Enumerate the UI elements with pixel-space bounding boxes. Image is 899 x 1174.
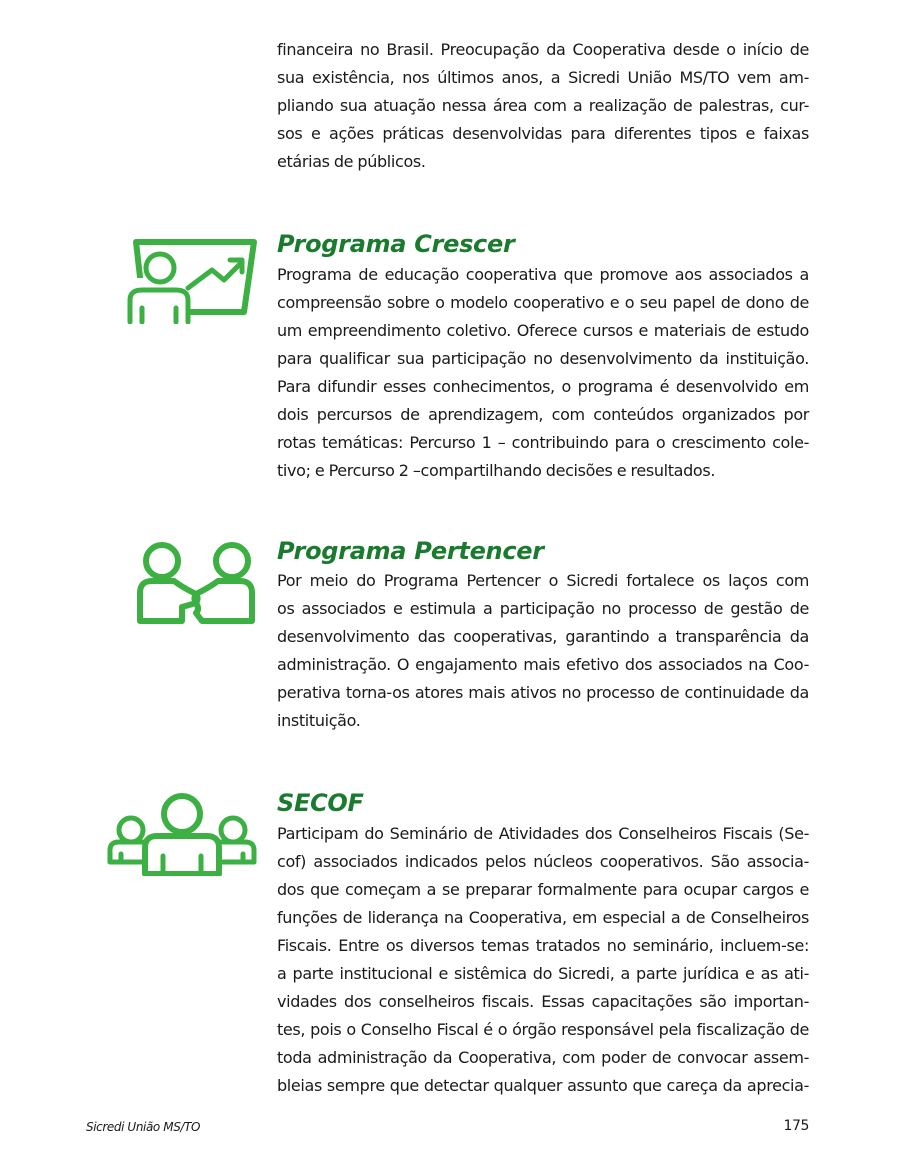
- presentation-chart-icon: [124, 238, 260, 328]
- page-number: 175: [783, 1118, 809, 1134]
- text-line: funções de liderança na Cooperativa, em especial a de Conselheiros: [277, 908, 809, 927]
- footer-publisher: Sicredi União MS/TO: [86, 1120, 201, 1134]
- text-line: perativa torna-os atores mais ativos no processo de continuidade da: [277, 683, 809, 702]
- text-line: Programa de educação cooperativa que promove aos associados a: [277, 265, 809, 284]
- text-line: pliando sua atuação nessa área com a realização de palestras, cur-: [277, 96, 809, 115]
- text-line: desenvolvimento das cooperativas, garantindo a transparência da: [277, 627, 809, 646]
- handshake-people-icon: [136, 541, 256, 629]
- text-line: dois percursos de aprendizagem, com conteúdos organizados por: [277, 405, 809, 424]
- text-line: Participam do Seminário de Atividades dos Conselheiros Fiscais (Se-: [277, 824, 809, 843]
- text-line: vidades dos conselheiros fiscais. Essas capacitações são importan-: [277, 992, 809, 1011]
- section-body: [277, 820, 809, 1100]
- text-line: os associados e estimula a participação no processo de gestão de: [277, 599, 809, 618]
- text-line: tes, pois o Conselho Fiscal é o órgão responsável pela fiscalização de: [277, 1020, 809, 1039]
- section-title: Programa Crescer: [277, 230, 515, 258]
- section-title: SECOF: [277, 789, 364, 817]
- text-line: a parte institucional e sistêmica do Sicredi, a parte jurídica e as ati-: [277, 964, 809, 983]
- text-line: para qualificar sua participação no desenvolvimento da instituição.: [277, 349, 809, 368]
- text-line: financeira no Brasil. Preocupação da Cooperativa desde o início de: [277, 40, 809, 59]
- section-body: [277, 567, 809, 735]
- text-line: Para difundir esses conhecimentos, o programa é desenvolvido em: [277, 377, 809, 396]
- text-line: toda administração da Cooperativa, com poder de convocar assem-: [277, 1048, 809, 1067]
- text-line: dos que começam a se preparar formalmente para ocupar cargos e: [277, 880, 809, 899]
- text-line: um empreendimento coletivo. Oferece cursos e materiais de estudo: [277, 321, 809, 340]
- text-line: Fiscais. Entre os diversos temas tratados no seminário, incluem-se:: [277, 936, 809, 955]
- text-line: instituição.: [277, 711, 361, 730]
- text-line: rotas temáticas: Percurso 1 – contribuindo para o crescimento cole-: [277, 433, 809, 452]
- text-line: administração. O engajamento mais efetivo dos associados na Coo-: [277, 655, 809, 674]
- section-title: Programa Pertencer: [277, 537, 544, 565]
- text-line: Por meio do Programa Pertencer o Sicredi fortalece os laços com: [277, 571, 809, 590]
- section-body: [277, 261, 809, 485]
- intro-paragraph: [277, 36, 809, 176]
- group-people-icon: [107, 792, 257, 880]
- text-line: sos e ações práticas desenvolvidas para diferentes tipos e faixas: [277, 124, 809, 143]
- text-line: bleias sempre que detectar qualquer assunto que careça da aprecia-: [277, 1076, 809, 1095]
- text-line: sua existência, nos últimos anos, a Sicredi União MS/TO vem am-: [277, 68, 809, 87]
- text-line: tivo; e Percurso 2 –compartilhando decisões e resultados.: [277, 461, 716, 480]
- text-line: etárias de públicos.: [277, 152, 426, 171]
- text-line: compreensão sobre o modelo cooperativo e o seu papel de dono de: [277, 293, 809, 312]
- text-line: cof) associados indicados pelos núcleos cooperativos. São associa-: [277, 852, 809, 871]
